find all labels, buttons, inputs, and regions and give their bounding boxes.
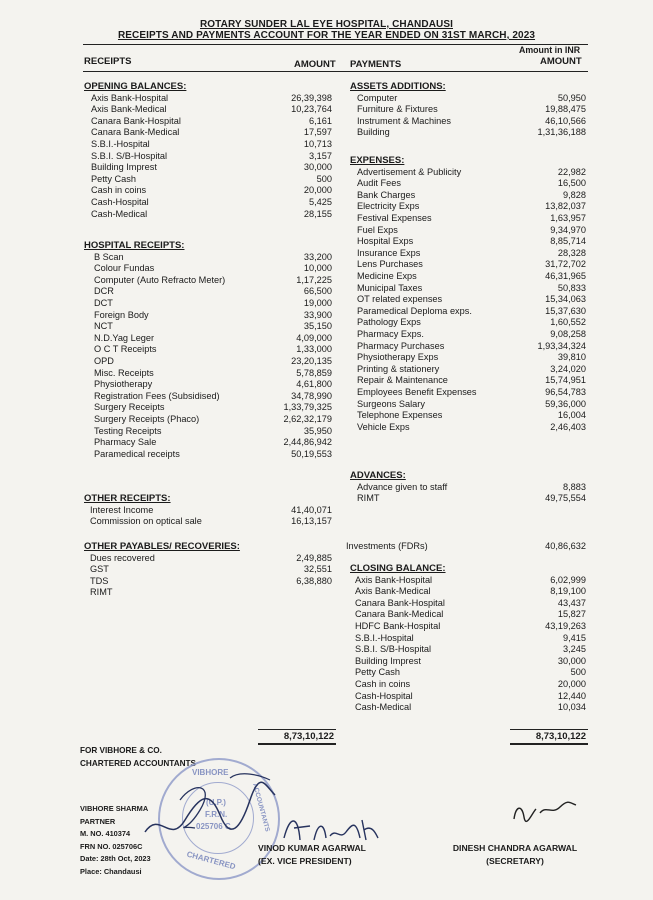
investments-label: Investments (FDRs) xyxy=(346,541,428,551)
header-top-rule xyxy=(83,44,588,45)
opening-balance-item-label: Building Imprest xyxy=(91,162,157,173)
closing-balance-item-amount: 3,245 xyxy=(563,644,586,655)
expense-item-label: Vehicle Exps xyxy=(357,421,410,432)
expense-item-amount: 1,63,957 xyxy=(550,213,586,223)
closing-balance-item-amount: 6,02,999 xyxy=(550,574,586,585)
vice-president-name: VINOD KUMAR AGARWAL xyxy=(258,843,366,853)
advance-item-label: Advance given to staff xyxy=(357,481,448,492)
expense-item-label: Festival Expenses xyxy=(357,213,432,223)
hospital-receipt-item-label: O C T Receipts xyxy=(94,344,157,355)
advance-item-amount: 8,883 xyxy=(563,481,586,492)
hospital-receipt-item-label: B Scan xyxy=(94,251,124,262)
asset-addition-item-label: Building xyxy=(357,127,390,138)
expense-item-amount: 96,54,783 xyxy=(545,387,586,397)
partner-title: PARTNER xyxy=(80,816,116,826)
opening-balance-item-amount: 30,000 xyxy=(303,162,332,173)
closing-balance-item-label: Canara Bank-Medical xyxy=(355,609,444,620)
asset-addition-item-amount: 46,10,566 xyxy=(545,115,586,126)
closing-balance-item-label: S.B.I.-Hospital xyxy=(355,632,414,643)
expense-item-label: Paramedical Deploma exps. xyxy=(357,305,472,316)
other-payable-item-amount: 6,38,880 xyxy=(296,575,332,586)
expense-item-amount: 15,37,630 xyxy=(545,305,586,316)
expense-item-amount: 2,46,403 xyxy=(550,421,586,432)
hospital-receipt-item-amount: 34,78,990 xyxy=(291,390,332,401)
closing-balance-item-label: Cash-Medical xyxy=(355,702,412,713)
advance-item-amount: 49,75,554 xyxy=(545,493,586,504)
expense-item-amount: 9,34,970 xyxy=(550,224,586,235)
seal-top-text: VIBHORE xyxy=(192,768,229,777)
expense-item-label: Printing & stationery xyxy=(357,363,440,374)
expense-item-amount: 15,74,951 xyxy=(545,375,586,386)
advance-section-title: ADVANCES: xyxy=(350,470,406,481)
hospital-receipt-item-label: Paramedical receipts xyxy=(94,448,180,459)
other-receipt-item-amount: 41,40,071 xyxy=(291,504,332,515)
other-receipt-item-label: Commission on optical sale xyxy=(90,516,202,527)
expense-item-label: Fuel Exps xyxy=(357,224,398,235)
vice-president-title: (EX. VICE PRESIDENT) xyxy=(258,856,352,866)
closing-balance-item-amount: 43,19,263 xyxy=(545,621,586,631)
expense-item-amount: 16,004 xyxy=(557,410,586,421)
closing-balance-item-label: S.B.I. S/B-Hospital xyxy=(355,644,432,655)
secretary-signature xyxy=(510,795,580,825)
left-amount-column-header: AMOUNT xyxy=(294,59,336,70)
opening-balance-item-label: Cash in coins xyxy=(91,185,147,196)
closing-balance-item-label: Cash in coins xyxy=(355,679,411,689)
expense-item-label: Hospital Exps xyxy=(357,236,414,247)
auditor-firm-name: FOR VIBHORE & CO. xyxy=(80,746,162,755)
advance-item-label: RIMT xyxy=(357,493,380,504)
expense-section-title: EXPENSES: xyxy=(350,155,405,166)
right-amount-column-header: AMOUNT xyxy=(540,56,582,67)
hospital-receipt-item-amount: 23,20,135 xyxy=(291,356,332,366)
expense-item-amount: 39,810 xyxy=(557,352,586,363)
opening-balance-item-amount: 26,39,398 xyxy=(291,92,332,103)
expense-item-label: Pathology Exps xyxy=(357,317,421,328)
expense-item-label: Surgeons Salary xyxy=(357,398,425,409)
hospital-receipt-item-label: Surgery Receipts (Phaco) xyxy=(94,414,200,424)
closing-balance-item-label: HDFC Bank-Hospital xyxy=(355,621,441,631)
expense-item-label: Medicine Exps xyxy=(357,271,417,281)
expense-item-label: Repair & Maintenance xyxy=(357,375,448,386)
expense-item-amount: 50,833 xyxy=(557,282,586,293)
expense-item-label: Insurance Exps xyxy=(357,247,421,258)
expense-item-amount: 13,82,037 xyxy=(545,201,586,212)
opening-balance-item-label: Petty Cash xyxy=(91,173,136,184)
expense-item-label: Pharmacy Purchases xyxy=(357,340,445,351)
hospital-receipt-item-amount: 19,000 xyxy=(303,298,332,308)
expense-item-label: Municipal Taxes xyxy=(357,282,423,293)
asset-addition-item-amount: 19,88,475 xyxy=(545,104,586,115)
hospital-receipt-item-amount: 35,950 xyxy=(303,425,332,436)
frn-number: FRN NO. 025706C xyxy=(80,841,143,851)
closing-balance-item-amount: 43,437 xyxy=(557,597,586,608)
amount-in-inr-note: Amount in INR xyxy=(519,45,581,55)
hospital-receipt-item-amount: 4,61,800 xyxy=(296,379,332,390)
opening-balance-item-label: S.B.I. S/B-Hospital xyxy=(91,150,168,161)
hospital-receipt-item-amount: 1,17,225 xyxy=(296,274,332,285)
opening-balance-item-amount: 5,425 xyxy=(309,197,332,207)
hospital-receipt-item-label: Misc. Receipts xyxy=(94,367,154,378)
seal-middle-text-3: 025706 C xyxy=(196,822,231,831)
hospital-receipt-item-label: Physiotherapy xyxy=(94,379,153,390)
opening-balance-item-amount: 28,155 xyxy=(303,208,332,219)
other-payable-item-label: GST xyxy=(90,564,109,575)
expense-item-amount: 46,31,965 xyxy=(545,271,586,281)
closing-balance-item-label: Cash-Hospital xyxy=(355,690,413,701)
expense-item-label: Electricity Exps xyxy=(357,201,420,212)
opening-balance-item-label: Cash-Medical xyxy=(91,208,148,219)
expense-item-label: Telephone Expenses xyxy=(357,410,443,421)
expense-item-label: Bank Charges xyxy=(357,189,416,200)
closing-balance-item-amount: 8,19,100 xyxy=(550,586,586,597)
closing-balance-item-label: Petty Cash xyxy=(355,667,400,678)
opening-balance-item-amount: 6,161 xyxy=(309,115,332,126)
vice-president-signature xyxy=(280,810,380,846)
opening-balance-item-amount: 3,157 xyxy=(309,150,332,161)
expense-item-amount: 31,72,702 xyxy=(545,259,586,270)
opening-balance-item-amount: 10,713 xyxy=(303,139,332,149)
expense-item-amount: 28,328 xyxy=(557,247,586,258)
hospital-receipt-item-amount: 35,150 xyxy=(303,321,332,332)
opening-balance-item-label: Canara Bank-Hospital xyxy=(91,115,181,126)
payments-total: 8,73,10,122 xyxy=(510,729,588,745)
hospital-receipt-item-label: NCT xyxy=(94,321,113,332)
hospital-receipt-item-label: Computer (Auto Refracto Meter) xyxy=(94,274,226,285)
expense-item-label: Employees Benefit Expenses xyxy=(357,387,477,397)
asset-addition-item-label: Instrument & Machines xyxy=(357,115,451,126)
membership-number: M. NO. 410374 xyxy=(80,829,131,838)
hospital-receipt-item-label: Testing Receipts xyxy=(94,425,162,436)
hospital-receipt-item-label: Surgery Receipts xyxy=(94,402,165,413)
opening-balance-item-label: Axis Bank-Hospital xyxy=(91,92,169,103)
seal-right-text: ACCOUNTANTS xyxy=(251,782,271,833)
partner-name: VIBHORE SHARMA xyxy=(80,804,149,813)
closing-balance-item-amount: 9,415 xyxy=(563,632,586,643)
closing-balance-item-label: Axis Bank-Medical xyxy=(355,586,431,597)
hospital-receipt-item-amount: 33,200 xyxy=(303,251,332,262)
expense-item-label: Physiotherapy Exps xyxy=(357,352,439,363)
closing-balance-item-amount: 10,034 xyxy=(557,702,586,713)
other-receipt-section-title: OTHER RECEIPTS: xyxy=(84,493,171,504)
other-payable-item-amount: 32,551 xyxy=(303,564,332,575)
expense-item-label: Audit Fees xyxy=(357,178,401,189)
asset-addition-item-label: Furniture & Fixtures xyxy=(357,104,438,115)
opening-balance-item-amount: 500 xyxy=(316,173,332,184)
hospital-receipt-item-amount: 5,78,859 xyxy=(296,367,332,378)
header-bottom-rule xyxy=(83,71,588,72)
asset-addition-item-amount: 1,31,36,188 xyxy=(537,127,586,138)
auditor-firm-block xyxy=(80,745,196,770)
other-payable-item-amount: 2,49,885 xyxy=(296,552,332,563)
closing-balance-item-label: Building Imprest xyxy=(355,655,421,666)
other-payable-section-title: OTHER PAYABLES/ RECOVERIES: xyxy=(84,541,240,552)
partner-signature xyxy=(140,770,280,850)
expense-item-amount: 9,08,258 xyxy=(550,329,586,339)
closing-balance-item-amount: 15,827 xyxy=(557,609,586,620)
asset-addition-section-title: ASSETS ADDITIONS: xyxy=(350,81,446,92)
expense-item-label: OT related expenses xyxy=(357,294,443,305)
opening-balance-item-label: Axis Bank-Medical xyxy=(91,104,167,115)
hospital-receipt-item-amount: 2,62,32,179 xyxy=(283,414,332,424)
payments-column-header: PAYMENTS xyxy=(350,59,402,70)
hospital-receipt-item-amount: 10,000 xyxy=(303,263,332,274)
hospital-receipt-item-amount: 1,33,79,325 xyxy=(283,402,332,413)
expense-item-amount: 22,982 xyxy=(557,166,586,177)
secretary-block xyxy=(440,842,590,868)
hospital-receipt-item-amount: 33,900 xyxy=(303,309,332,320)
hospital-receipt-item-amount: 4,09,000 xyxy=(296,332,332,343)
opening-balance-item-label: Canara Bank-Medical xyxy=(91,127,180,138)
other-receipt-item-amount: 16,13,157 xyxy=(291,516,332,527)
closing-balance-section-title: CLOSING BALANCE: xyxy=(350,563,446,574)
other-receipt-item-label: Interest Income xyxy=(90,504,154,515)
hospital-receipt-item-label: OPD xyxy=(94,356,114,366)
closing-balance-item-amount: 12,440 xyxy=(557,690,586,701)
asset-addition-item-amount: 50,950 xyxy=(557,92,586,103)
hospital-receipt-item-label: Foreign Body xyxy=(94,309,149,320)
opening-balance-item-label: S.B.I.-Hospital xyxy=(91,139,150,149)
expense-item-amount: 1,60,552 xyxy=(550,317,586,328)
expense-item-amount: 9,828 xyxy=(563,189,586,200)
hospital-receipt-item-label: N.D.Yag Leger xyxy=(94,332,155,343)
document-subtitle: RECEIPTS AND PAYMENTS ACCOUNT FOR THE YEAR ENDED ON 31ST MARCH, 2023 xyxy=(117,30,536,41)
signing-date: Date: 28th Oct, 2023 xyxy=(80,854,151,863)
vice-president-block xyxy=(258,842,366,868)
seal-middle-text-1: (U.P.) xyxy=(206,798,226,807)
asset-addition-item-label: Computer xyxy=(357,92,398,103)
investments-amount: 40,86,632 xyxy=(545,541,586,551)
hospital-receipt-item-amount: 1,33,000 xyxy=(296,344,332,355)
document-title: ROTARY SUNDER LAL EYE HOSPITAL, CHANDAUSI xyxy=(199,19,453,30)
closing-balance-item-label: Axis Bank-Hospital xyxy=(355,574,433,585)
closing-balance-item-amount: 30,000 xyxy=(557,655,586,666)
expense-item-label: Lens Purchases xyxy=(357,259,423,270)
seal-bottom-text: CHARTERED xyxy=(185,849,237,872)
receipts-column-header: RECEIPTS xyxy=(84,56,132,67)
signing-place: Place: Chandausi xyxy=(80,866,142,876)
opening-balance-item-label: Cash-Hospital xyxy=(91,197,149,207)
seal-middle-text-2: F.R.N. xyxy=(205,810,228,819)
hospital-receipt-item-amount: 2,44,86,942 xyxy=(283,437,332,448)
opening-balance-item-amount: 20,000 xyxy=(303,185,332,196)
hospital-receipt-item-label: Pharmacy Sale xyxy=(94,437,157,448)
hospital-receipt-item-label: Colour Fundas xyxy=(94,263,155,274)
secretary-title: (SECRETARY) xyxy=(486,856,544,866)
hospital-receipt-item-amount: 50,19,553 xyxy=(291,448,332,459)
receipts-total: 8,73,10,122 xyxy=(258,729,336,745)
closing-balance-item-label: Canara Bank-Hospital xyxy=(355,597,445,608)
hospital-receipt-item-label: DCR xyxy=(94,286,114,297)
secretary-name: DINESH CHANDRA AGARWAL xyxy=(452,843,578,853)
expense-item-amount: 15,34,063 xyxy=(545,294,586,305)
other-payable-item-label: Dues recovered xyxy=(90,552,155,563)
opening-balance-item-amount: 10,23,764 xyxy=(291,104,332,115)
expense-item-amount: 8,85,714 xyxy=(550,236,586,247)
expense-item-amount: 59,36,000 xyxy=(545,398,586,409)
other-payable-item-label: RIMT xyxy=(90,587,113,598)
expense-item-label: Pharmacy Exps. xyxy=(357,329,424,339)
hospital-receipt-item-label: Registration Fees (Subsidised) xyxy=(94,390,220,401)
closing-balance-item-amount: 20,000 xyxy=(557,679,586,689)
expense-item-amount: 1,93,34,324 xyxy=(537,340,586,351)
hospital-receipt-item-amount: 66,500 xyxy=(303,286,332,297)
hospital-receipt-section-title: HOSPITAL RECEIPTS: xyxy=(84,240,185,251)
expense-item-label: Advertisement & Publicity xyxy=(357,166,462,177)
expense-item-amount: 3,24,020 xyxy=(550,363,586,374)
opening-balance-item-amount: 17,597 xyxy=(303,127,332,138)
closing-balance-item-amount: 500 xyxy=(570,667,586,678)
expense-item-amount: 16,500 xyxy=(557,178,586,189)
hospital-receipt-item-label: DCT xyxy=(94,298,113,308)
auditor-firm-type: CHARTERED ACCOUNTANTS xyxy=(80,758,196,768)
opening-balance-section-title: OPENING BALANCES: xyxy=(84,81,187,92)
other-payable-item-label: TDS xyxy=(90,575,109,586)
